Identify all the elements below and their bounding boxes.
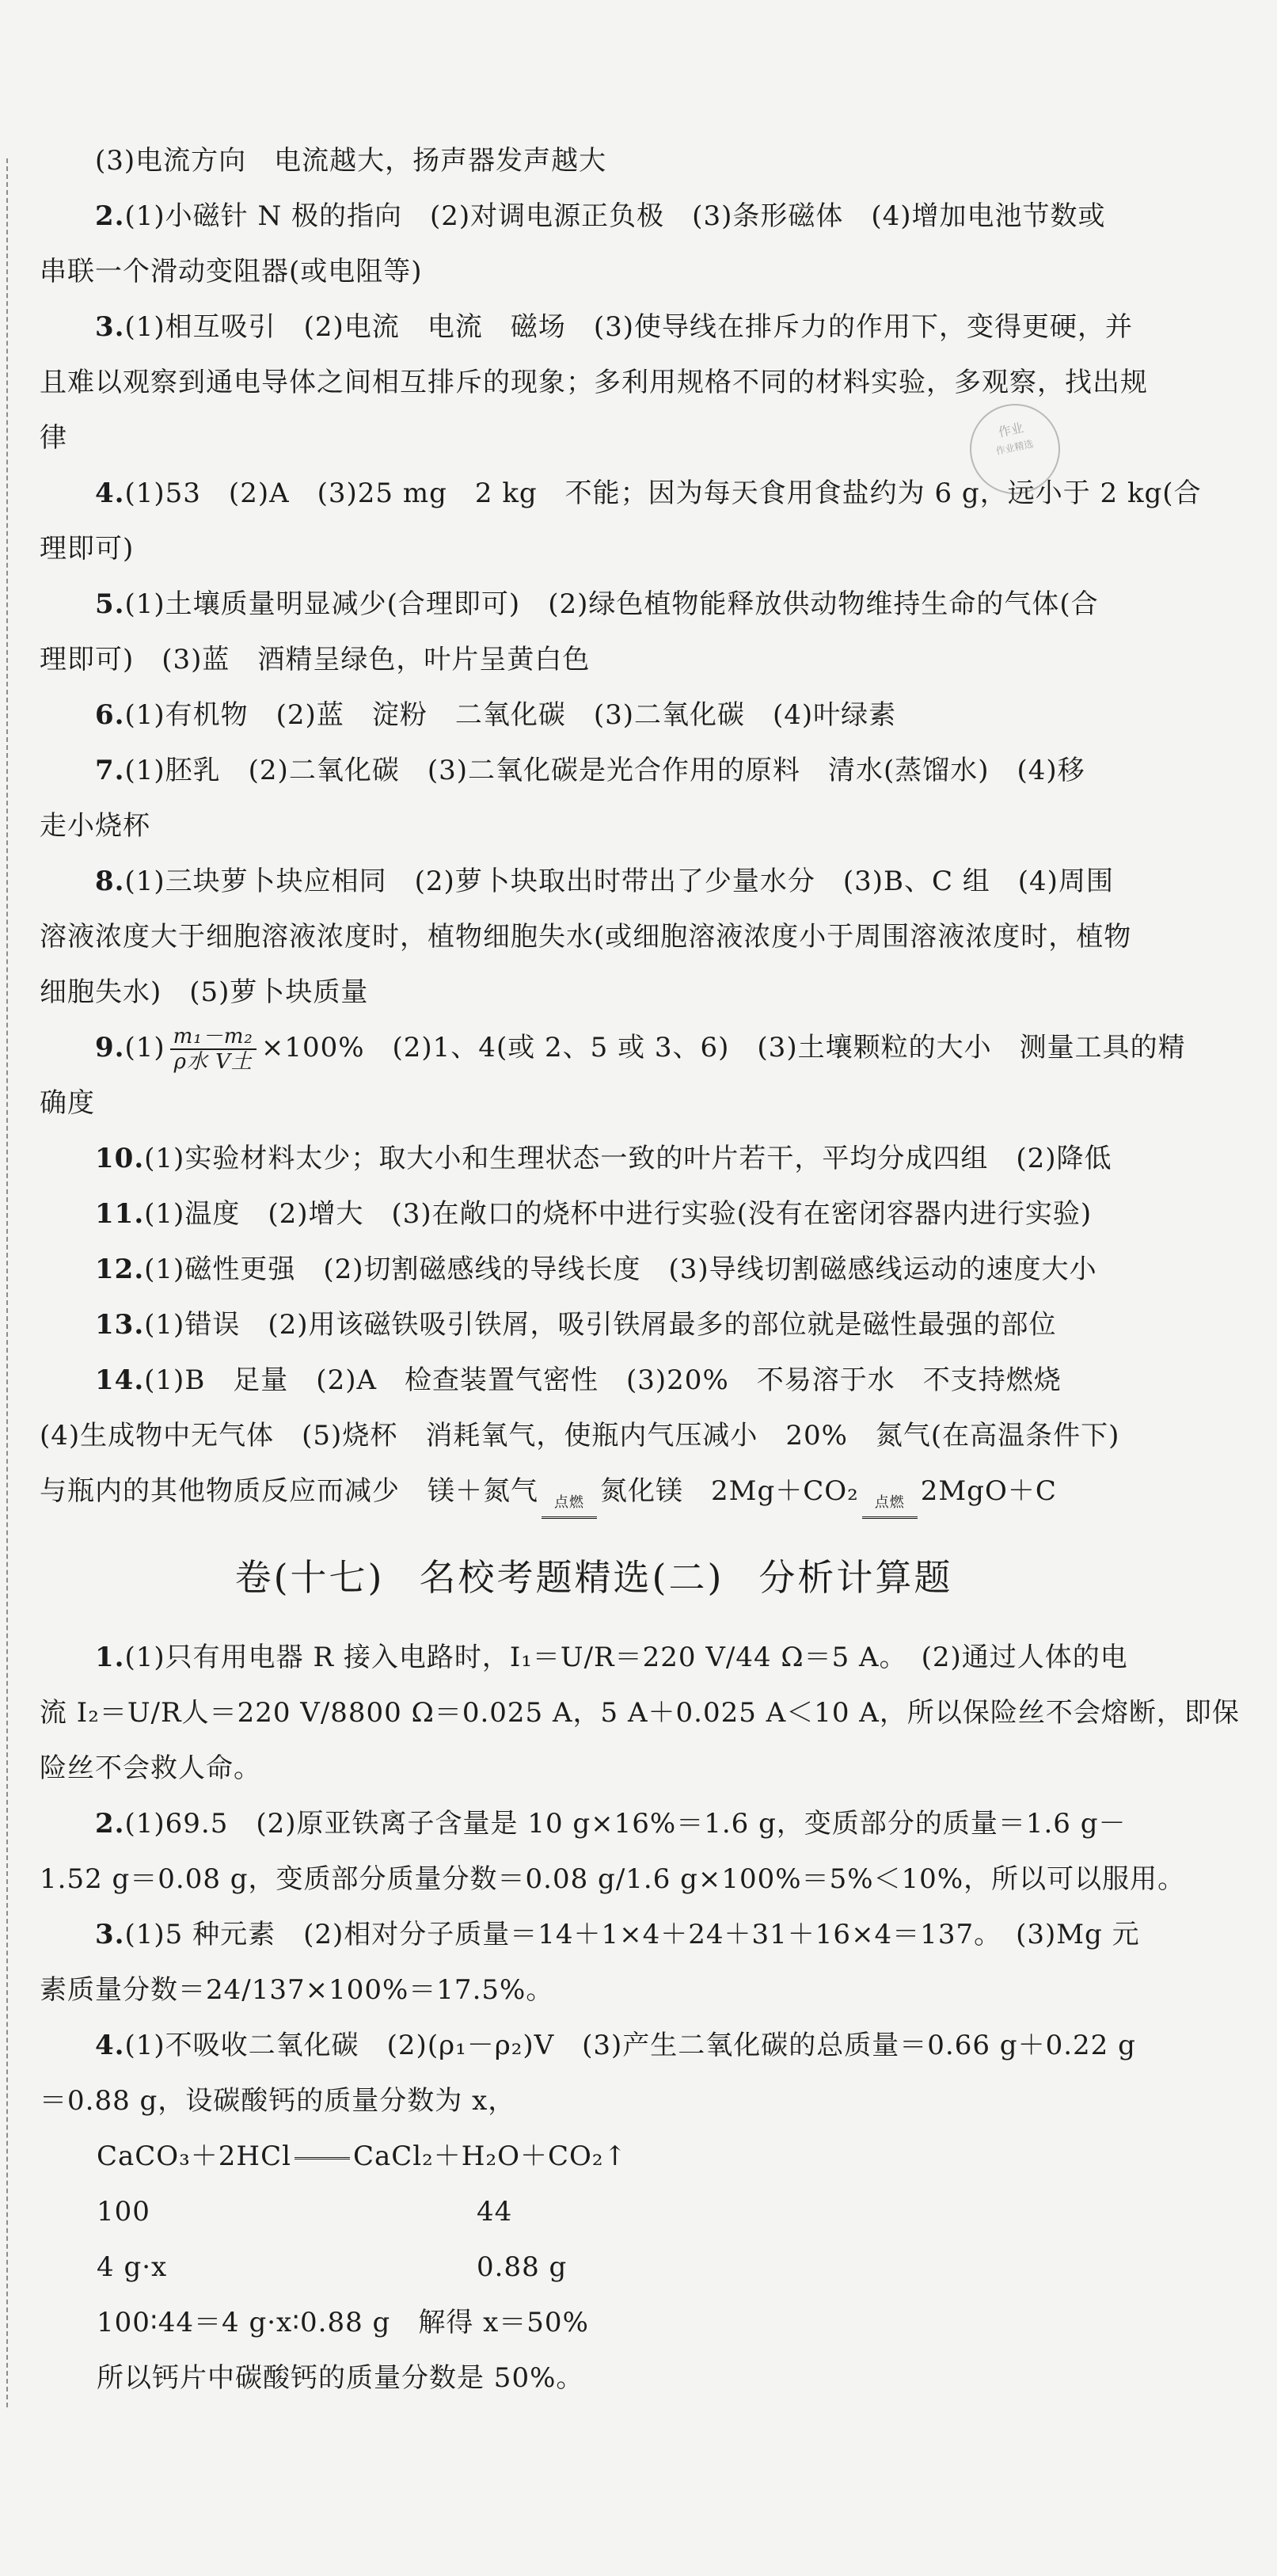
a8-cont xyxy=(40,965,1148,1020)
answer-text: (1)温度 (2)增大 (3)在敞口的烧杯中进行实验(没有在密闭容器内进行实验) xyxy=(144,1198,1093,1230)
reaction-arrow xyxy=(542,1494,597,1519)
a12 xyxy=(40,1242,1148,1297)
equation-reactants: CaCO₃＋2HCl xyxy=(97,2140,291,2172)
question-number: 13. xyxy=(95,1309,145,1341)
c2-cont xyxy=(40,1851,1186,1907)
calc-value-co2: 0.88 g xyxy=(477,2251,568,2283)
c4-cont xyxy=(40,2073,1148,2129)
a4 xyxy=(40,466,1202,521)
calc-row xyxy=(40,2184,1148,2239)
a7 xyxy=(40,743,1148,798)
calc-answers-block xyxy=(40,1630,1240,2129)
section-title xyxy=(40,1538,1148,1617)
reaction-condition: 点燃 xyxy=(554,1494,584,1511)
c3 xyxy=(40,1907,1148,1962)
question-number: 2. xyxy=(95,200,125,232)
answer-text: (3)电流方向 电流越大，扬声器发声越大 xyxy=(95,145,607,177)
answer-text: 律 xyxy=(40,422,67,454)
a5 xyxy=(40,576,1148,632)
question-number: 4. xyxy=(95,2030,125,2061)
answer-9-cont: 确度 xyxy=(40,1087,95,1119)
answer-text: 流 I₂＝U/R人＝220 V/8800 Ω＝0.025 A，5 A＋0.025 A＜10 A，所以保险丝不会熔断，即保 xyxy=(40,1697,1240,1729)
answer-text: (1)错误 (2)用该磁铁吸引铁屑，吸引铁屑最多的部位就是磁性最强的部位 xyxy=(144,1309,1057,1341)
chemical-equation xyxy=(40,2129,1148,2184)
section-title-topic: 分析计算题 xyxy=(758,1556,953,1599)
answer-text: 险丝不会救人命。 xyxy=(40,1752,261,1784)
reaction-arrow xyxy=(862,1494,918,1519)
answer-text: (1)有机物 (2)蓝 淀粉 二氧化碳 (3)二氧化碳 (4)叶绿素 xyxy=(124,699,897,731)
question-number: 10. xyxy=(95,1143,145,1174)
question-number: 5. xyxy=(95,588,125,620)
question-number: 12. xyxy=(95,1254,145,1285)
a1c xyxy=(40,133,1148,188)
answer-text: (1)三块萝卜块应相同 (2)萝卜块取出时带出了少量水分 (3)B、C 组 (4)周围 xyxy=(124,866,1114,897)
fraction xyxy=(170,1025,257,1074)
a8-cont xyxy=(40,909,1148,965)
stamp-subtext: 作业精选 xyxy=(994,438,1035,457)
reaction-condition: 点燃 xyxy=(874,1494,905,1511)
answer-text: (1)小磁针 N 极的指向 (2)对调电源正负极 (3)条形磁体 (4)增加电池节数或 xyxy=(124,200,1106,232)
c2 xyxy=(40,1796,1148,1851)
question-number: 9. xyxy=(95,1032,125,1064)
answer-text: (1) xyxy=(124,1032,165,1064)
question-number: 3. xyxy=(95,1919,125,1950)
answer-text: (1)69.5 (2)原亚铁离子含量是 10 g×16%＝1.6 g，变质部分的质量＝1.6 g－ xyxy=(124,1808,1127,1840)
answer-text: 走小烧杯 xyxy=(40,810,150,842)
a14 xyxy=(40,1353,1148,1408)
answer-text: ×100% (2)1、4(或 2、5 或 3、6) (3)土壤颗粒的大小 测量工具的精 xyxy=(260,1032,1186,1064)
equation-products: CaCl₂＋H₂O＋CO₂↑ xyxy=(352,2140,627,2172)
a14-cont xyxy=(40,1408,1148,1463)
question-number: 7. xyxy=(95,755,125,786)
calc-value-caco3: 4 g·x xyxy=(97,2251,168,2283)
calc-value-caco3: 100 xyxy=(97,2196,150,2228)
question-number: 11. xyxy=(95,1198,145,1230)
question-number: 14. xyxy=(95,1364,145,1396)
answer-text: 素质量分数＝24/137×100%＝17.5%。 xyxy=(40,1974,554,2006)
answer-text: 细胞失水) (5)萝卜块质量 xyxy=(40,976,369,1008)
answer-text: 2MgO＋C xyxy=(920,1475,1057,1507)
c1 xyxy=(40,1630,1148,1685)
answer-text: (1)实验材料太少；取大小和生理状态一致的叶片若干，平均分成四组 (2)降低 xyxy=(144,1143,1112,1174)
c1-cont xyxy=(40,1741,1148,1796)
a8 xyxy=(40,854,1148,909)
question-number: 2. xyxy=(95,1808,125,1840)
a2-cont xyxy=(40,244,1148,299)
a7-cont xyxy=(40,798,1148,854)
fraction-numerator: m₁－m₂ xyxy=(170,1025,257,1050)
answer-text: 理即可) xyxy=(40,533,135,565)
answer-text: (1)5 种元素 (2)相对分子质量＝14＋1×4＋24＋31＋16×4＝137。 (3)Mg 元 xyxy=(124,1919,1140,1950)
answer-14-last xyxy=(40,1463,1148,1519)
a2 xyxy=(40,188,1148,244)
calc-value-co2: 44 xyxy=(477,2196,513,2228)
binding-margin-rule xyxy=(6,158,19,2407)
equals-sign xyxy=(295,2157,350,2159)
question-number: 4. xyxy=(95,478,125,509)
answer-text: (4)生成物中无气体 (5)烧杯 消耗氧气，使瓶内气压减小 20% 氮气(在高温条件下) xyxy=(40,1420,1120,1452)
a3-cont xyxy=(40,355,1148,410)
calc-row xyxy=(40,2239,1148,2295)
section-title-volume: 卷(十七) xyxy=(234,1556,385,1599)
answer-text: (1)53 (2)A (3)25 mg 2 kg 不能；因为每天食用食盐约为 6 g，远小于 2 kg(合 xyxy=(124,478,1202,509)
answer-text: 氮化镁 2Mg＋CO₂ xyxy=(600,1475,859,1507)
answer-text: (1)不吸收二氧化碳 (2)(ρ₁－ρ₂)V (3)产生二氧化碳的总质量＝0.66 g＋0.22 g xyxy=(124,2030,1136,2061)
a5-cont xyxy=(40,632,1148,687)
a6 xyxy=(40,687,1148,743)
answer-text: ＝0.88 g，设碳酸钙的质量分数为 x， xyxy=(40,2085,516,2117)
answer-9 xyxy=(40,1020,1186,1075)
answer-text: 溶液浓度大于细胞溶液浓度时，植物细胞失水(或细胞溶液浓度小于周围溶液浓度时，植物 xyxy=(40,921,1132,953)
c4 xyxy=(40,2018,1148,2073)
answer-text: 1.52 g＝0.08 g，变质部分质量分数＝0.08 g/1.6 g×100%＝5%＜10%，所以可以服用。 xyxy=(40,1863,1186,1895)
answer-text: 理即可) (3)蓝 酒精呈绿色，叶片呈黄白色 xyxy=(40,644,591,675)
a11 xyxy=(40,1186,1148,1242)
c1-cont xyxy=(40,1685,1240,1741)
a3 xyxy=(40,299,1148,355)
answer-text: (1)磁性更强 (2)切割磁感线的导线长度 (3)导线切割磁感线运动的速度大小 xyxy=(144,1254,1097,1285)
answer-text: (1)只有用电器 R 接入电路时，I₁＝U/R＝220 V/44 Ω＝5 A。 (2)通过人体的电 xyxy=(124,1642,1128,1673)
answer-text: (1)胚乳 (2)二氧化碳 (3)二氧化碳是光合作用的原料 清水(蒸馏水) (4)移 xyxy=(124,755,1085,786)
c3-cont xyxy=(40,1962,1148,2018)
question-number: 1. xyxy=(95,1642,125,1673)
answer-text: 串联一个滑动变阻器(或电阻等) xyxy=(40,256,423,287)
a10 xyxy=(40,1131,1148,1186)
answer-text: 且难以观察到通电导体之间相互排斥的现象；多利用规格不同的材料实验，多观察，找出规 xyxy=(40,367,1148,398)
answer-text: (1)B 足量 (2)A 检查装置气密性 (3)20% 不易溶于水 不支持燃烧 xyxy=(144,1364,1062,1396)
calc-solution: 100∶44＝4 g·x∶0.88 g 解得 x＝50% xyxy=(97,2307,589,2338)
question-number: 8. xyxy=(95,866,125,897)
question-number: 6. xyxy=(95,699,125,731)
a13 xyxy=(40,1297,1148,1353)
stamp-text: 作业 xyxy=(997,420,1025,440)
section-title-name: 名校考题精选(二) xyxy=(419,1556,724,1599)
answer-key-page xyxy=(40,133,1240,2406)
calc-conclusion: 所以钙片中碳酸钙的质量分数是 50%。 xyxy=(97,2362,584,2394)
answer-text: (1)土壤质量明显减少(合理即可) (2)绿色植物能释放供动物维持生命的气体(合 xyxy=(124,588,1099,620)
a4-cont xyxy=(40,521,1148,576)
answer-text: 与瓶内的其他物质反应而减少 镁＋氮气 xyxy=(40,1475,538,1507)
answers-top-block xyxy=(40,133,1202,1020)
question-number: 3. xyxy=(95,311,125,343)
a3-cont xyxy=(40,410,1148,466)
answers-mid-block xyxy=(40,1131,1148,1463)
fraction-denominator: ρ水 V土 xyxy=(173,1050,253,1074)
answer-text: (1)相互吸引 (2)电流 电流 磁场 (3)使导线在排斥力的作用下，变得更硬，并 xyxy=(124,311,1133,343)
